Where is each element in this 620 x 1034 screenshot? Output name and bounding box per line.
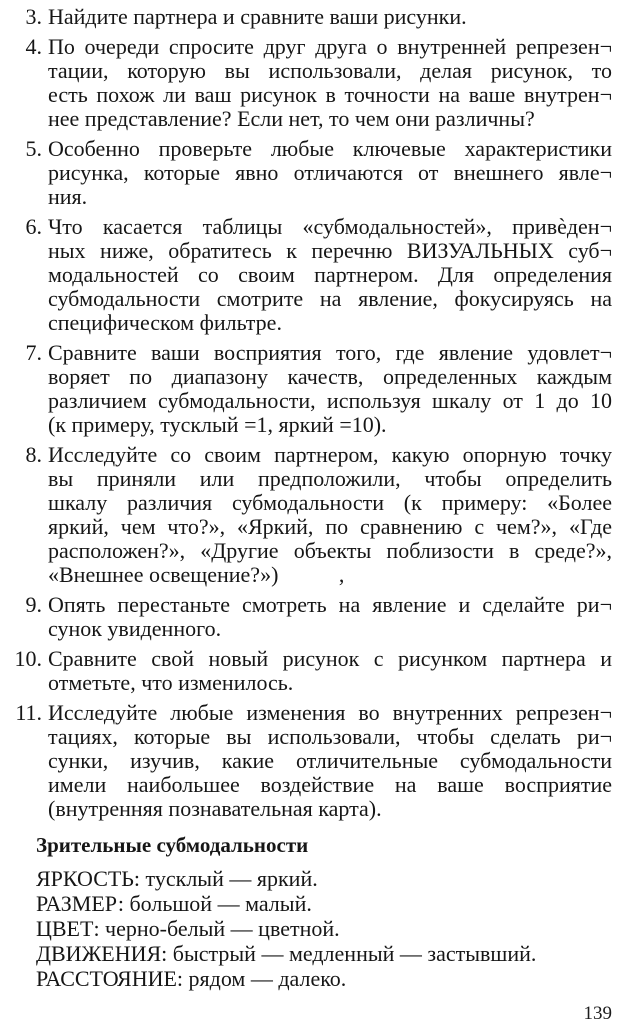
text-line: рисунка, которые явно отличаются от внешнего явле¬ [48,160,612,185]
list-item-7 [8,341,612,437]
text-line: Исследуйте любые изменения во внутренних репрезен¬ [48,700,612,725]
list-item-8 [8,443,612,587]
text-line: сунок увиденного. [48,616,222,641]
submodality-brightness: ЯРКОСТЬ: тусклый — яркий. [36,866,318,891]
list-item-5 [8,137,612,209]
page-number: 139 [583,1003,612,1024]
submodality-size: РАЗМЕР: большой — малый. [36,891,312,916]
submodality-distance: РАССТОЯНИЕ: рядом — далеко. [36,966,347,991]
item-number: 8. [25,442,42,467]
text-line: имели наибольшее воздействие на ваше восприятие [48,772,612,797]
list-item-4 [8,35,612,131]
text-line: Особенно проверьте любые ключевые характеристики [48,136,612,161]
text-line: расположен?», «Другие объекты поблизости в среде?», [48,538,612,563]
text-line: тации, которую вы использовали, делая рисунок, то [48,58,612,83]
item-number: 9. [25,592,42,617]
text-line: ния. [48,184,88,209]
item-number: 10. [14,646,42,671]
text-line: сунки, изучив, какие отличительные субмодальности [48,748,612,773]
text-line: (внутренняя познавательная карта). [48,796,382,821]
text-line: есть похож ли ваш рисунок в точности на ваше внутрен¬ [48,82,612,107]
text-line: тациях, которые вы использовали, чтобы сделать ри¬ [48,724,612,749]
text-line: вы приняли или предположили, чтобы определить [48,466,612,491]
text-line: «Внешнее освещение?») , [48,562,345,587]
text-line: модальностей со своим партнером. Для определения [48,262,612,287]
item-number: 7. [25,340,42,365]
item-number: 4. [25,34,42,59]
submodality-motion: ДВИЖЕНИЯ: быстрый — медленный — застывший. [36,941,537,966]
item-number: 11. [15,700,42,725]
text-line: отметьте, что изменилось. [48,670,294,695]
text-line: воряет по диапазону качеств, определенных каждым [48,364,612,389]
text-line: Сравните свой новый рисунок с рисунком партнера и [48,646,612,671]
text-line: Найдите партнера и сравните ваши рисунки. [48,4,467,29]
list-item-9 [8,593,612,641]
text-line: ных ниже, обратитесь к перечню ВИЗУАЛЬНЫХ суб¬ [48,238,612,263]
text-line: Опять перестаньте смотреть на явление и сделайте ри¬ [48,592,612,617]
text-line: По очереди спросите друг друга о внутренней репрезен¬ [48,34,612,59]
list-item-6 [8,215,612,335]
text-line: нее представление? Если нет, то чем они различны? [48,106,535,131]
item-number: 3. [25,4,42,29]
text-line: яркий, чем что?», «Яркий, по сравнению с чем?», «Где [48,514,612,539]
visual-submodalities-section [8,833,612,991]
section-heading: Зрительные субмодальности [36,833,309,857]
text-line: специфическом фильтре. [48,310,282,335]
text-line: Исследуйте со своим партнером, какую опорную точку [48,442,612,467]
list-item-11 [8,701,612,821]
text-line: различием субмодальности, используя шкалу от 1 до 10 [48,388,612,413]
list-item-3 [8,5,612,29]
submodality-color: ЦВЕТ: черно-белый — цветной. [36,916,340,941]
text-line: (к примеру, тусклый =1, яркий =10). [48,412,387,437]
item-number: 5. [25,136,42,161]
text-line: субмодальности смотрите на явление, фокусируясь на [48,286,612,311]
text-line: Что касается таблицы «субмодальностей», привѐден¬ [48,214,612,239]
text-line: Сравните ваши восприятия того, где явление удовлет¬ [48,340,612,365]
list-item-10 [8,647,612,695]
text-line: шкалу различия субмодальности (к примеру: «Более [48,490,612,515]
item-number: 6. [25,214,42,239]
numbered-list [8,5,612,821]
